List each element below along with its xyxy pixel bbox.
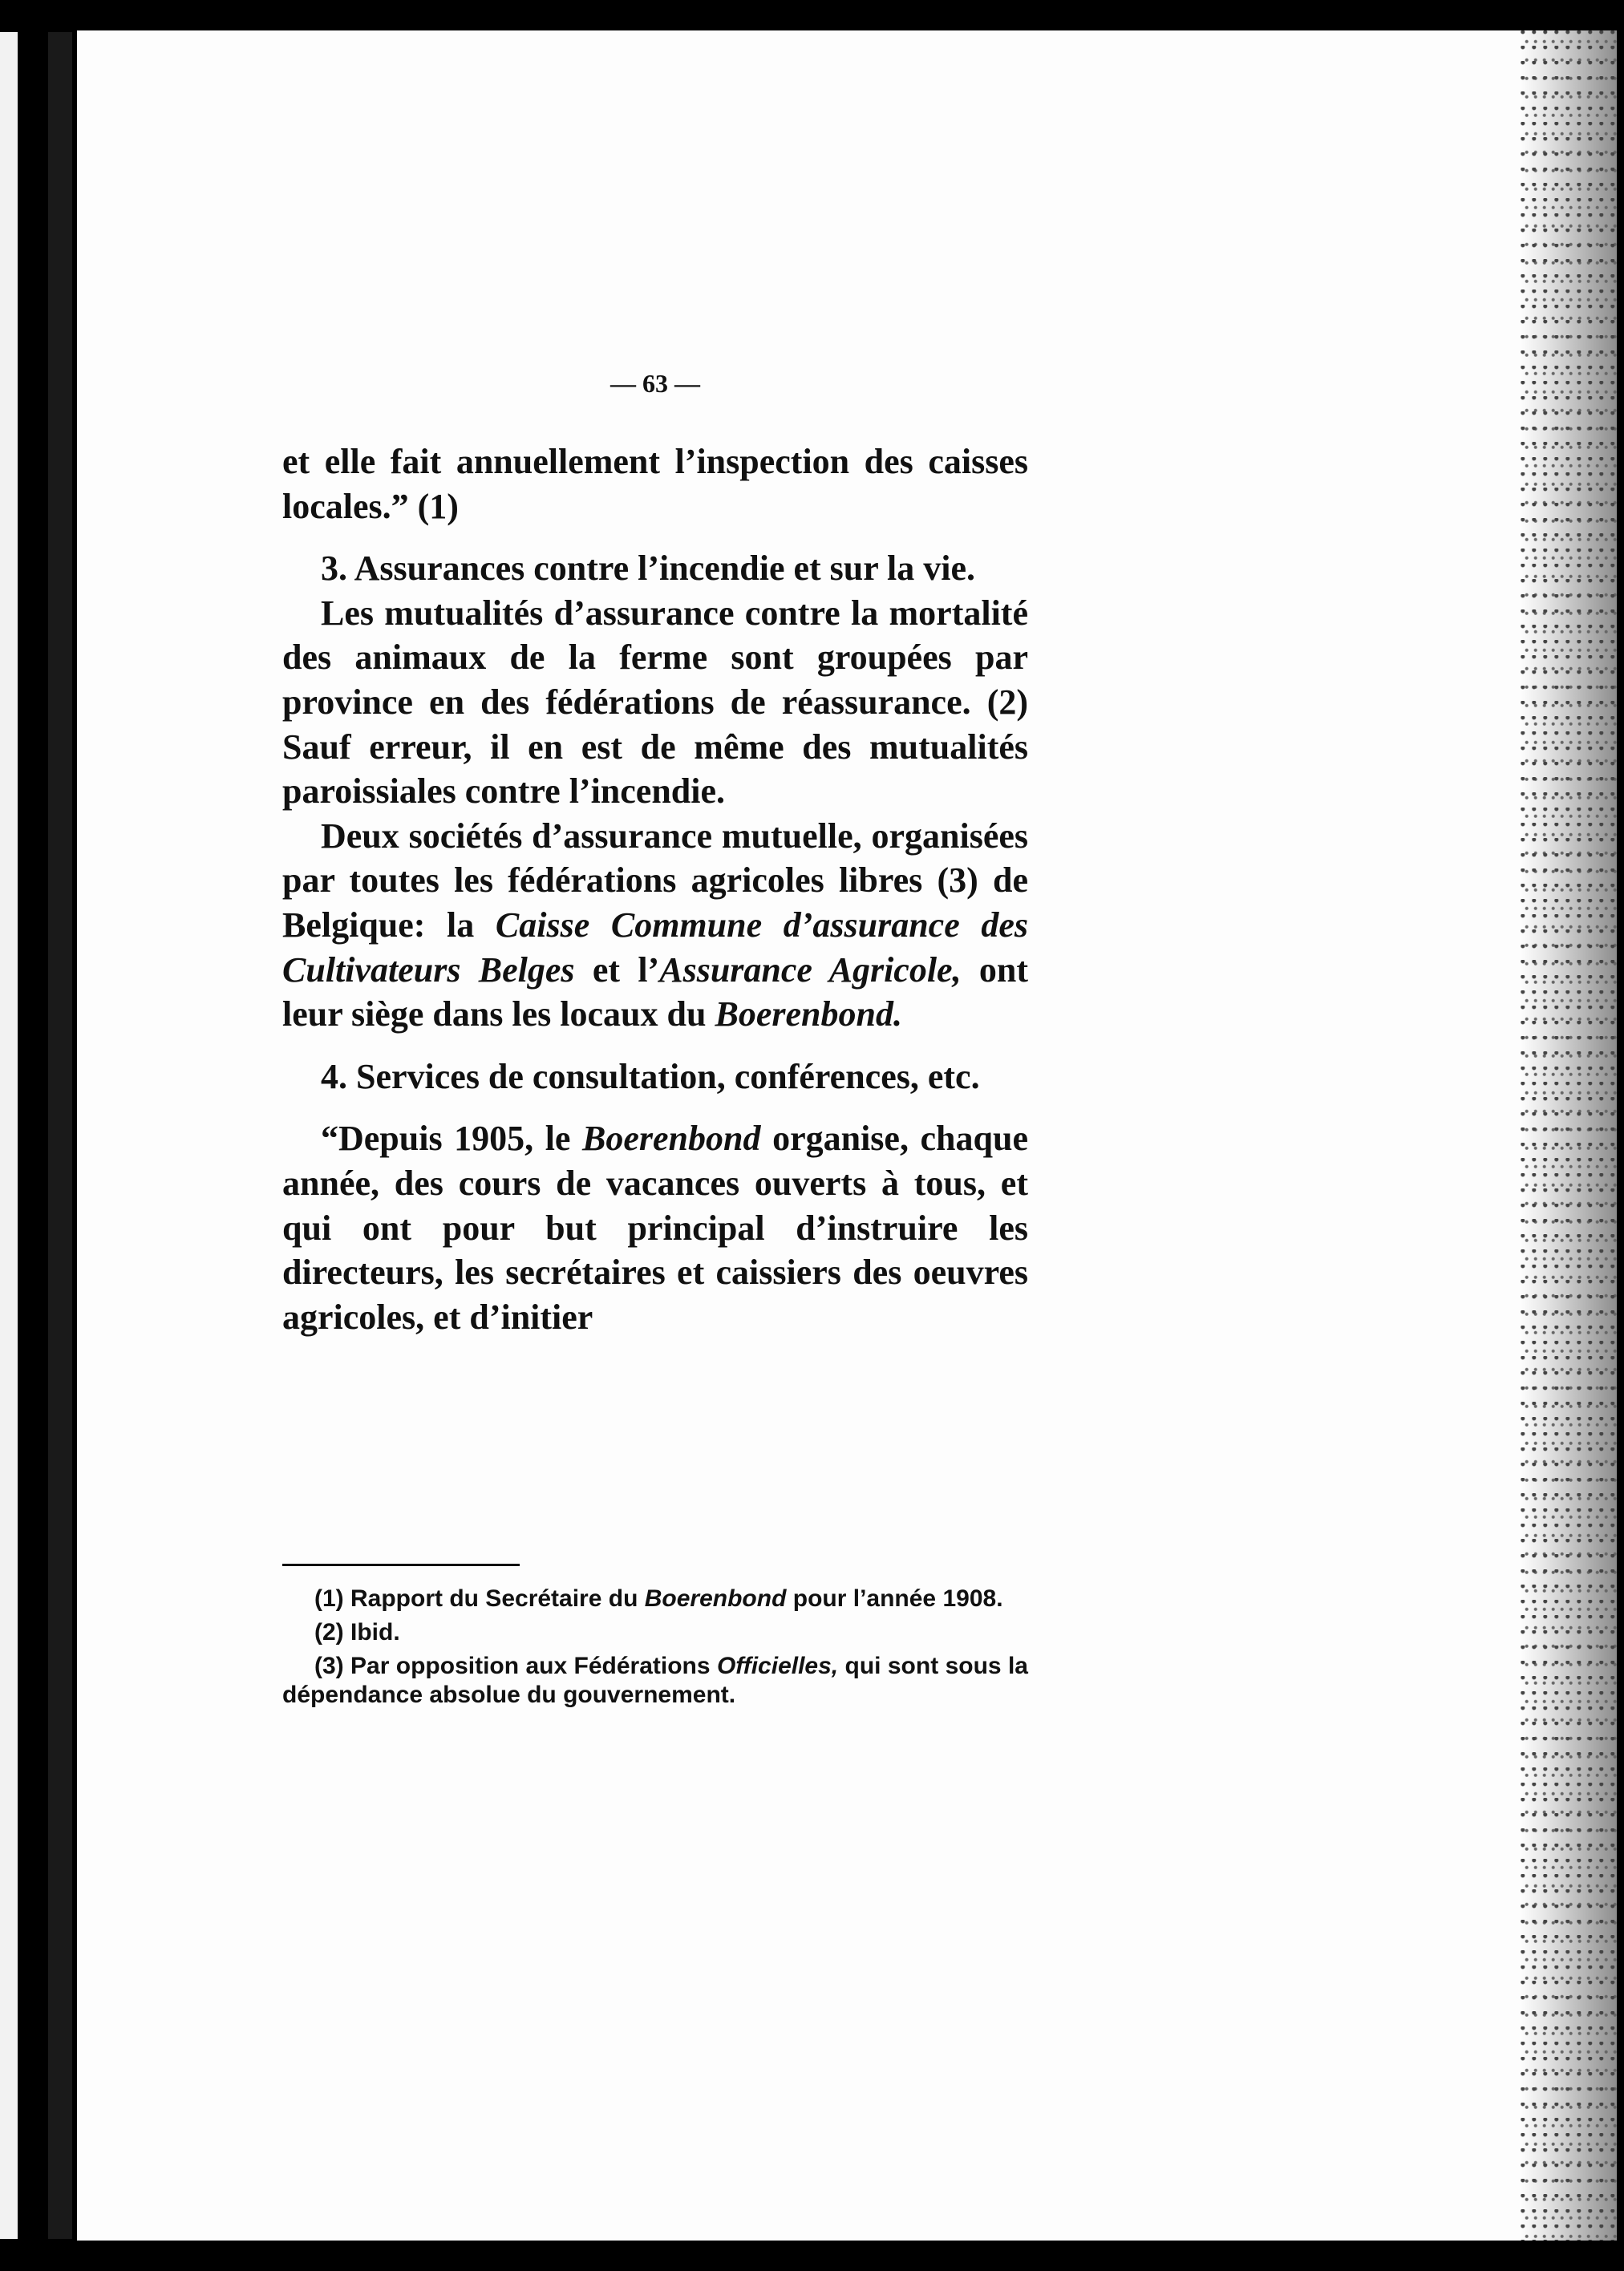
text-run: qui sont sous la dépendance absolue du gouvernement. [282, 1653, 1028, 1708]
page-number: — 63 — [610, 369, 700, 398]
body-text [282, 439, 1028, 1339]
book-page [77, 30, 1617, 2241]
facing-page-edge [0, 32, 18, 2239]
italic-run: Boerenbond [644, 1585, 787, 1612]
text-run: (3) Par opposition aux Fédérations [314, 1653, 717, 1679]
paragraph-deux-societes [282, 814, 1028, 1037]
footnote-3 [282, 1652, 1028, 1710]
paragraph-section-3: 3. Assurances contre l’incendie et sur la vie. [321, 549, 975, 589]
text-run: Deux sociétés d’assurance mutuelle, organisées par toutes les fédérations agricoles libres (3) de Belgique: la [282, 816, 1028, 945]
paragraph-mutualites: Les mutualités d’assurance contre la mortalité des animaux de la ferme sont groupées par province en des fédérations de réassurance. (2) Sauf erreur, il en est de même des mutualités paroissiales contre l’incendie. [282, 593, 1028, 812]
text-run: (1) Rapport du Secrétaire du [314, 1585, 645, 1612]
paragraph-depuis-1905 [282, 1116, 1028, 1339]
footnote-1 [282, 1585, 1028, 1613]
text-run: ont leur siège dans les locaux du [282, 949, 1029, 1034]
text-run: et l’ [574, 949, 660, 990]
paragraph-1: et elle fait annuellement l’inspection des caisses locales.” (1) [282, 442, 1028, 526]
italic-run: Boerenbond [582, 1119, 761, 1159]
footnote-separator [282, 1564, 520, 1566]
italic-run: Boerenbond. [715, 994, 902, 1034]
italic-run: Officielles, [716, 1653, 839, 1679]
page-edge-shadow [1521, 30, 1617, 2241]
italic-run: Caisse Commune d’assurance des Cultivateurs Belges [282, 905, 1028, 990]
text-run: “Depuis 1905, le [321, 1119, 583, 1159]
text-run: organise, chaque année, des cours de vacances ouverts à tous, et qui ont pour but principal d’instruire les directeurs, les secrétaires et caissiers des oeuvres agricoles, et d’initier [282, 1119, 1028, 1337]
text-run: pour l’année 1908. [786, 1585, 1003, 1612]
italic-run: Assurance Agricole, [659, 949, 962, 990]
book-spine-shadow [48, 32, 72, 2239]
paragraph-section-4: 4. Services de consultation, conférences, etc. [321, 1056, 980, 1096]
footnote-2: (2) Ibid. [314, 1619, 400, 1646]
footnotes [282, 1585, 1028, 1714]
